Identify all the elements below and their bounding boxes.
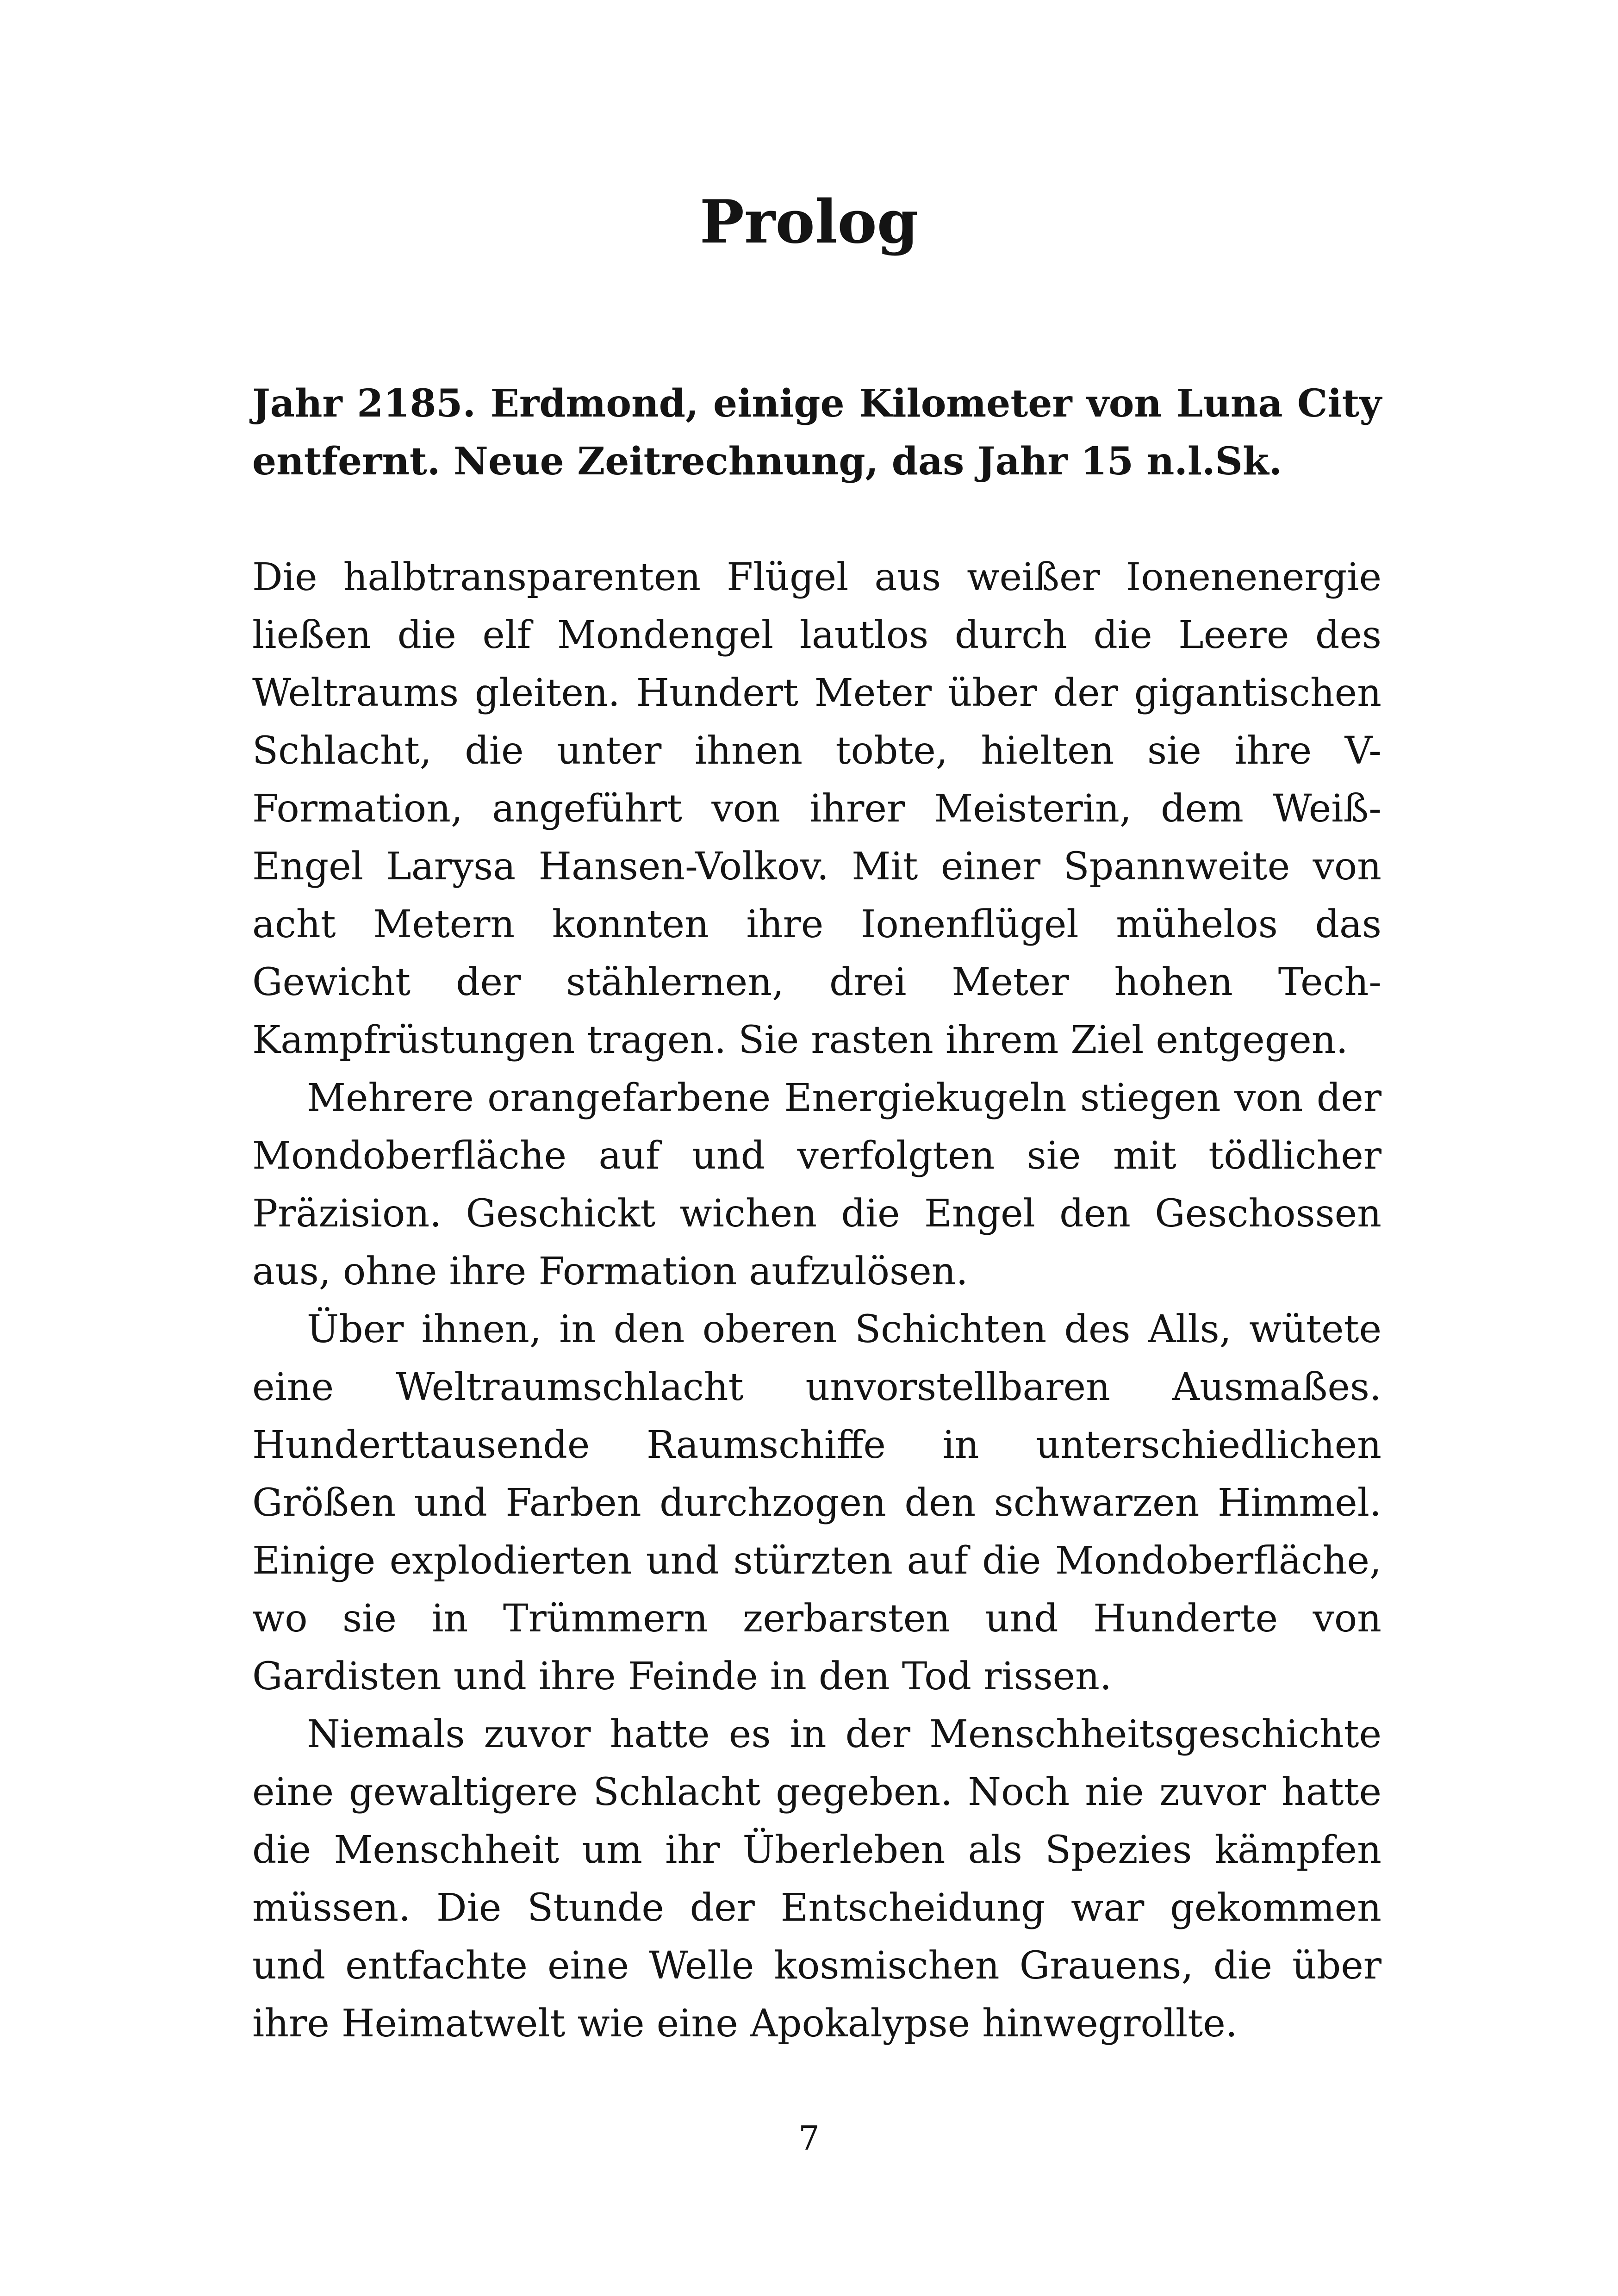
page-number: 7 [798, 2119, 820, 2158]
scene-heading: Jahr 2185. Erdmond, einige Kilometer von Luna City entfernt. Neue Zeitrechnung, das Jahr 15 n.l.Sk. [252, 381, 1382, 484]
paragraph-2: Mehrere orangefarbene Energiekugeln stiegen von der Mondoberfläche auf und verfolgten sie mit tödlicher Präzision. Geschickt wichen die Engel den Geschossen aus, ohne ihre Formation aufzulösen. [252, 1076, 1382, 1294]
paragraph-3: Über ihnen, in den oberen Schichten des Alls, wütete eine Weltraumschlacht unvorstellbaren Ausmaßes. Hunderttausende Raumschiffe in unterschiedlichen Größen und Farben durchzogen den schwarzen Himmel. Einige explodierten und stürzten auf die Mondoberfläche, wo sie in Trümmern zerbarsten und Hunderte von Gardisten und ihre Feinde in den Tod rissen. [252, 1307, 1382, 1699]
paragraph-1: Die halbtransparenten Flügel aus weißer Ionenenergie ließen die elf Mondengel lautlos durch die Leere des Weltraums gleiten. Hundert Meter über der gigantischen Schlacht, die unter ihnen tobte, hielten sie ihre V-Formation, angeführt von ihrer Meisterin, dem Weiß-Engel Larysa Hansen-Volkov. Mit einer Spannweite von acht Metern konnten ihre Ionenflügel mühelos das Gewicht der stählernen, drei Meter hohen Tech-Kampfrüstungen tragen. Sie rasten ihrem Ziel entgegen. [252, 555, 1382, 1062]
chapter-title: Prolog [699, 187, 919, 257]
paragraph-4: Niemals zuvor hatte es in der Menschheitsgeschichte eine gewaltigere Schlacht gegeben. Noch nie zuvor hatte die Menschheit um ihr Überleben als Spezies kämpfen müssen. Die Stunde der Entscheidung war gekommen und entfachte eine Welle kosmischen Grauens, die über ihre Heimatwelt wie eine Apokalypse hinwegrollte. [252, 1712, 1382, 2046]
body-text [252, 548, 1382, 2053]
